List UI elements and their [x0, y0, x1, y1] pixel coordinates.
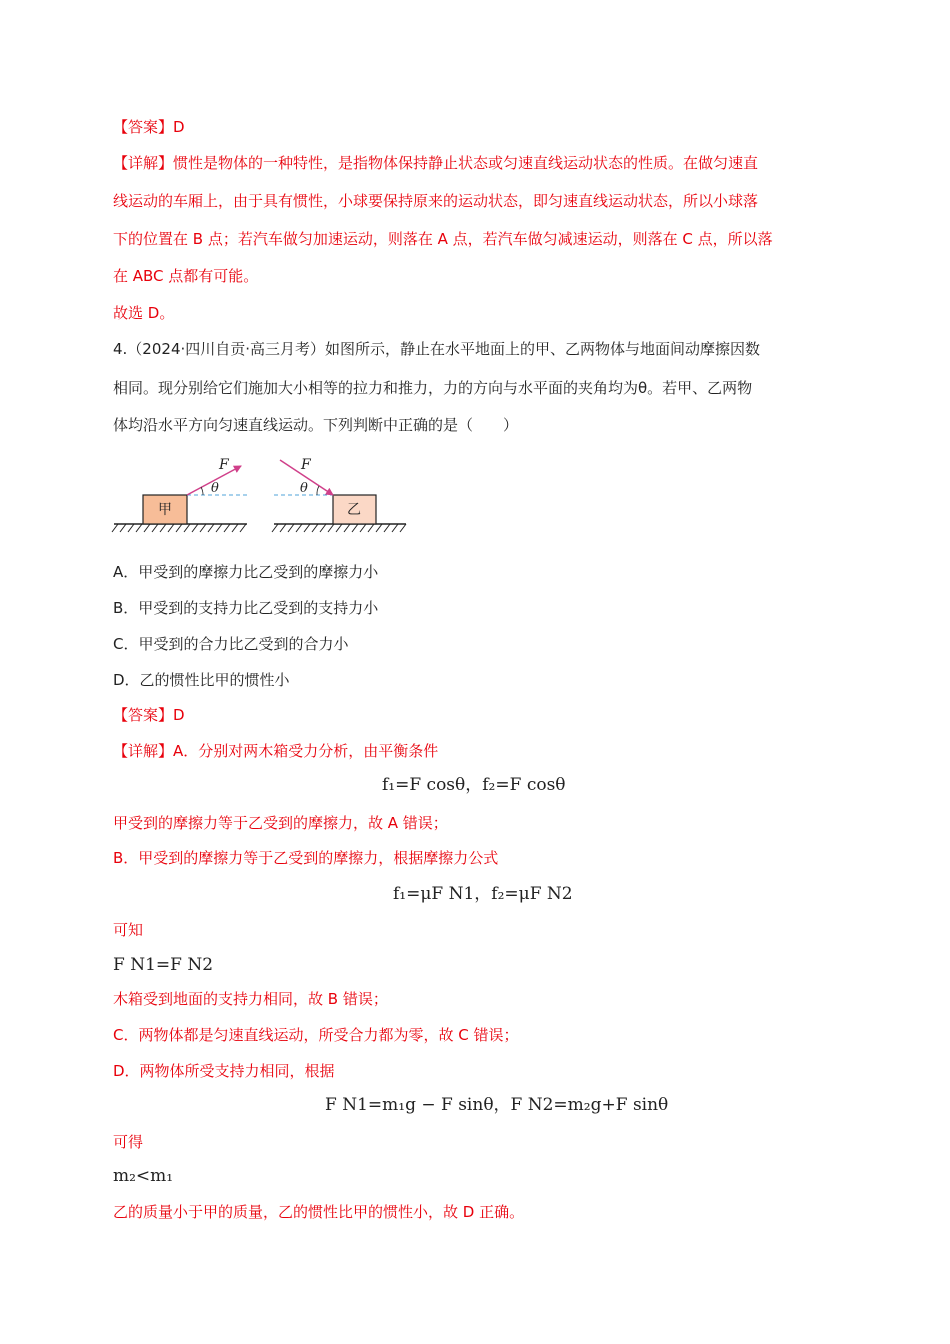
- angle-label-right: θ: [300, 481, 308, 496]
- q3-detail-line: 下的位置在 B 点；若汽车做匀加速运动，则落在 A 点，若汽车做匀减速运动，则落在 C 点，所以落: [113, 230, 773, 248]
- q4-answer: 【答案】D: [113, 706, 185, 724]
- force-diagram: [110, 452, 410, 542]
- q4-detail-a: 【详解】A．分别对两木箱受力分析，由平衡条件: [113, 742, 439, 760]
- q4-after-eq3: 木箱受到地面的支持力相同，故 B 错误；: [113, 990, 388, 1008]
- q4-detail-d: D．两物体所受支持力相同，根据: [113, 1062, 335, 1080]
- q4-detail-b: B．甲受到的摩擦力等于乙受到的摩擦力，根据摩擦力公式: [113, 849, 499, 867]
- equation-friction: f₁=F cosθ，f₂=F cosθ: [382, 775, 566, 795]
- q3-answer: 【答案】D: [113, 118, 185, 136]
- q4-option-d: D．乙的惯性比甲的惯性小: [113, 671, 290, 689]
- q4-option-c: C．甲受到的合力比乙受到的合力小: [113, 635, 349, 653]
- left-ground: [112, 524, 247, 532]
- block-jia-label: 甲: [158, 502, 172, 518]
- q3-detail-line: 线运动的车厢上，由于具有惯性，小球要保持原来的运动状态，即匀速直线运动状态，所以小球落: [113, 192, 759, 210]
- q4-stem-line: 体均沿水平方向匀速直线运动。下列判断中正确的是（ ）: [113, 416, 519, 434]
- force-label-left: F: [219, 457, 229, 473]
- q4-stem-line: 4.（2024·四川自贡·高三月考）如图所示，静止在水平地面上的甲、乙两物体与地面间动摩擦因数: [113, 340, 761, 358]
- equation-normal-equal: F N1=F N2: [113, 955, 214, 975]
- q4-after-eq1: 甲受到的摩擦力等于乙受到的摩擦力，故 A 错误；: [113, 814, 448, 832]
- angle-arc: [201, 487, 203, 495]
- q4-conclusion: 乙的质量小于甲的质量，乙的惯性比甲的惯性小，故 D 正确。: [113, 1203, 525, 1221]
- q4-kede: 可得: [113, 1133, 144, 1151]
- q4-stem-line: 相同。现分别给它们施加大小相等的拉力和推力，力的方向与水平面的夹角均为θ。若甲、乙两物: [113, 379, 753, 397]
- q3-choose: 故选 D。: [113, 304, 175, 322]
- q4-kezhi: 可知: [113, 921, 144, 939]
- q3-detail-line: 在 ABC 点都有可能。: [113, 267, 259, 285]
- equation-normal-force: F N1=m₁g − F sinθ，F N2=m₂g+F sinθ: [325, 1095, 669, 1115]
- angle-label-left: θ: [211, 481, 219, 496]
- equation-mass-compare: m₂<m₁: [113, 1166, 174, 1186]
- q3-detail-line: 【详解】惯性是物体的一种特性，是指物体保持静止状态或匀速直线运动状态的性质。在做匀速直: [113, 154, 759, 172]
- angle-arc: [317, 486, 319, 495]
- right-ground: [272, 524, 406, 532]
- q4-detail-c: C．两物体都是匀速直线运动，所受合力都为零，故 C 错误；: [113, 1026, 519, 1044]
- force-label-right: F: [301, 457, 311, 473]
- block-yi-label: 乙: [347, 502, 361, 518]
- q4-option-b: B．甲受到的支持力比乙受到的支持力小: [113, 599, 379, 617]
- q4-option-a: A．甲受到的摩擦力比乙受到的摩擦力小: [113, 563, 379, 581]
- equation-friction-formula: f₁=μF N1，f₂=μF N2: [393, 884, 573, 904]
